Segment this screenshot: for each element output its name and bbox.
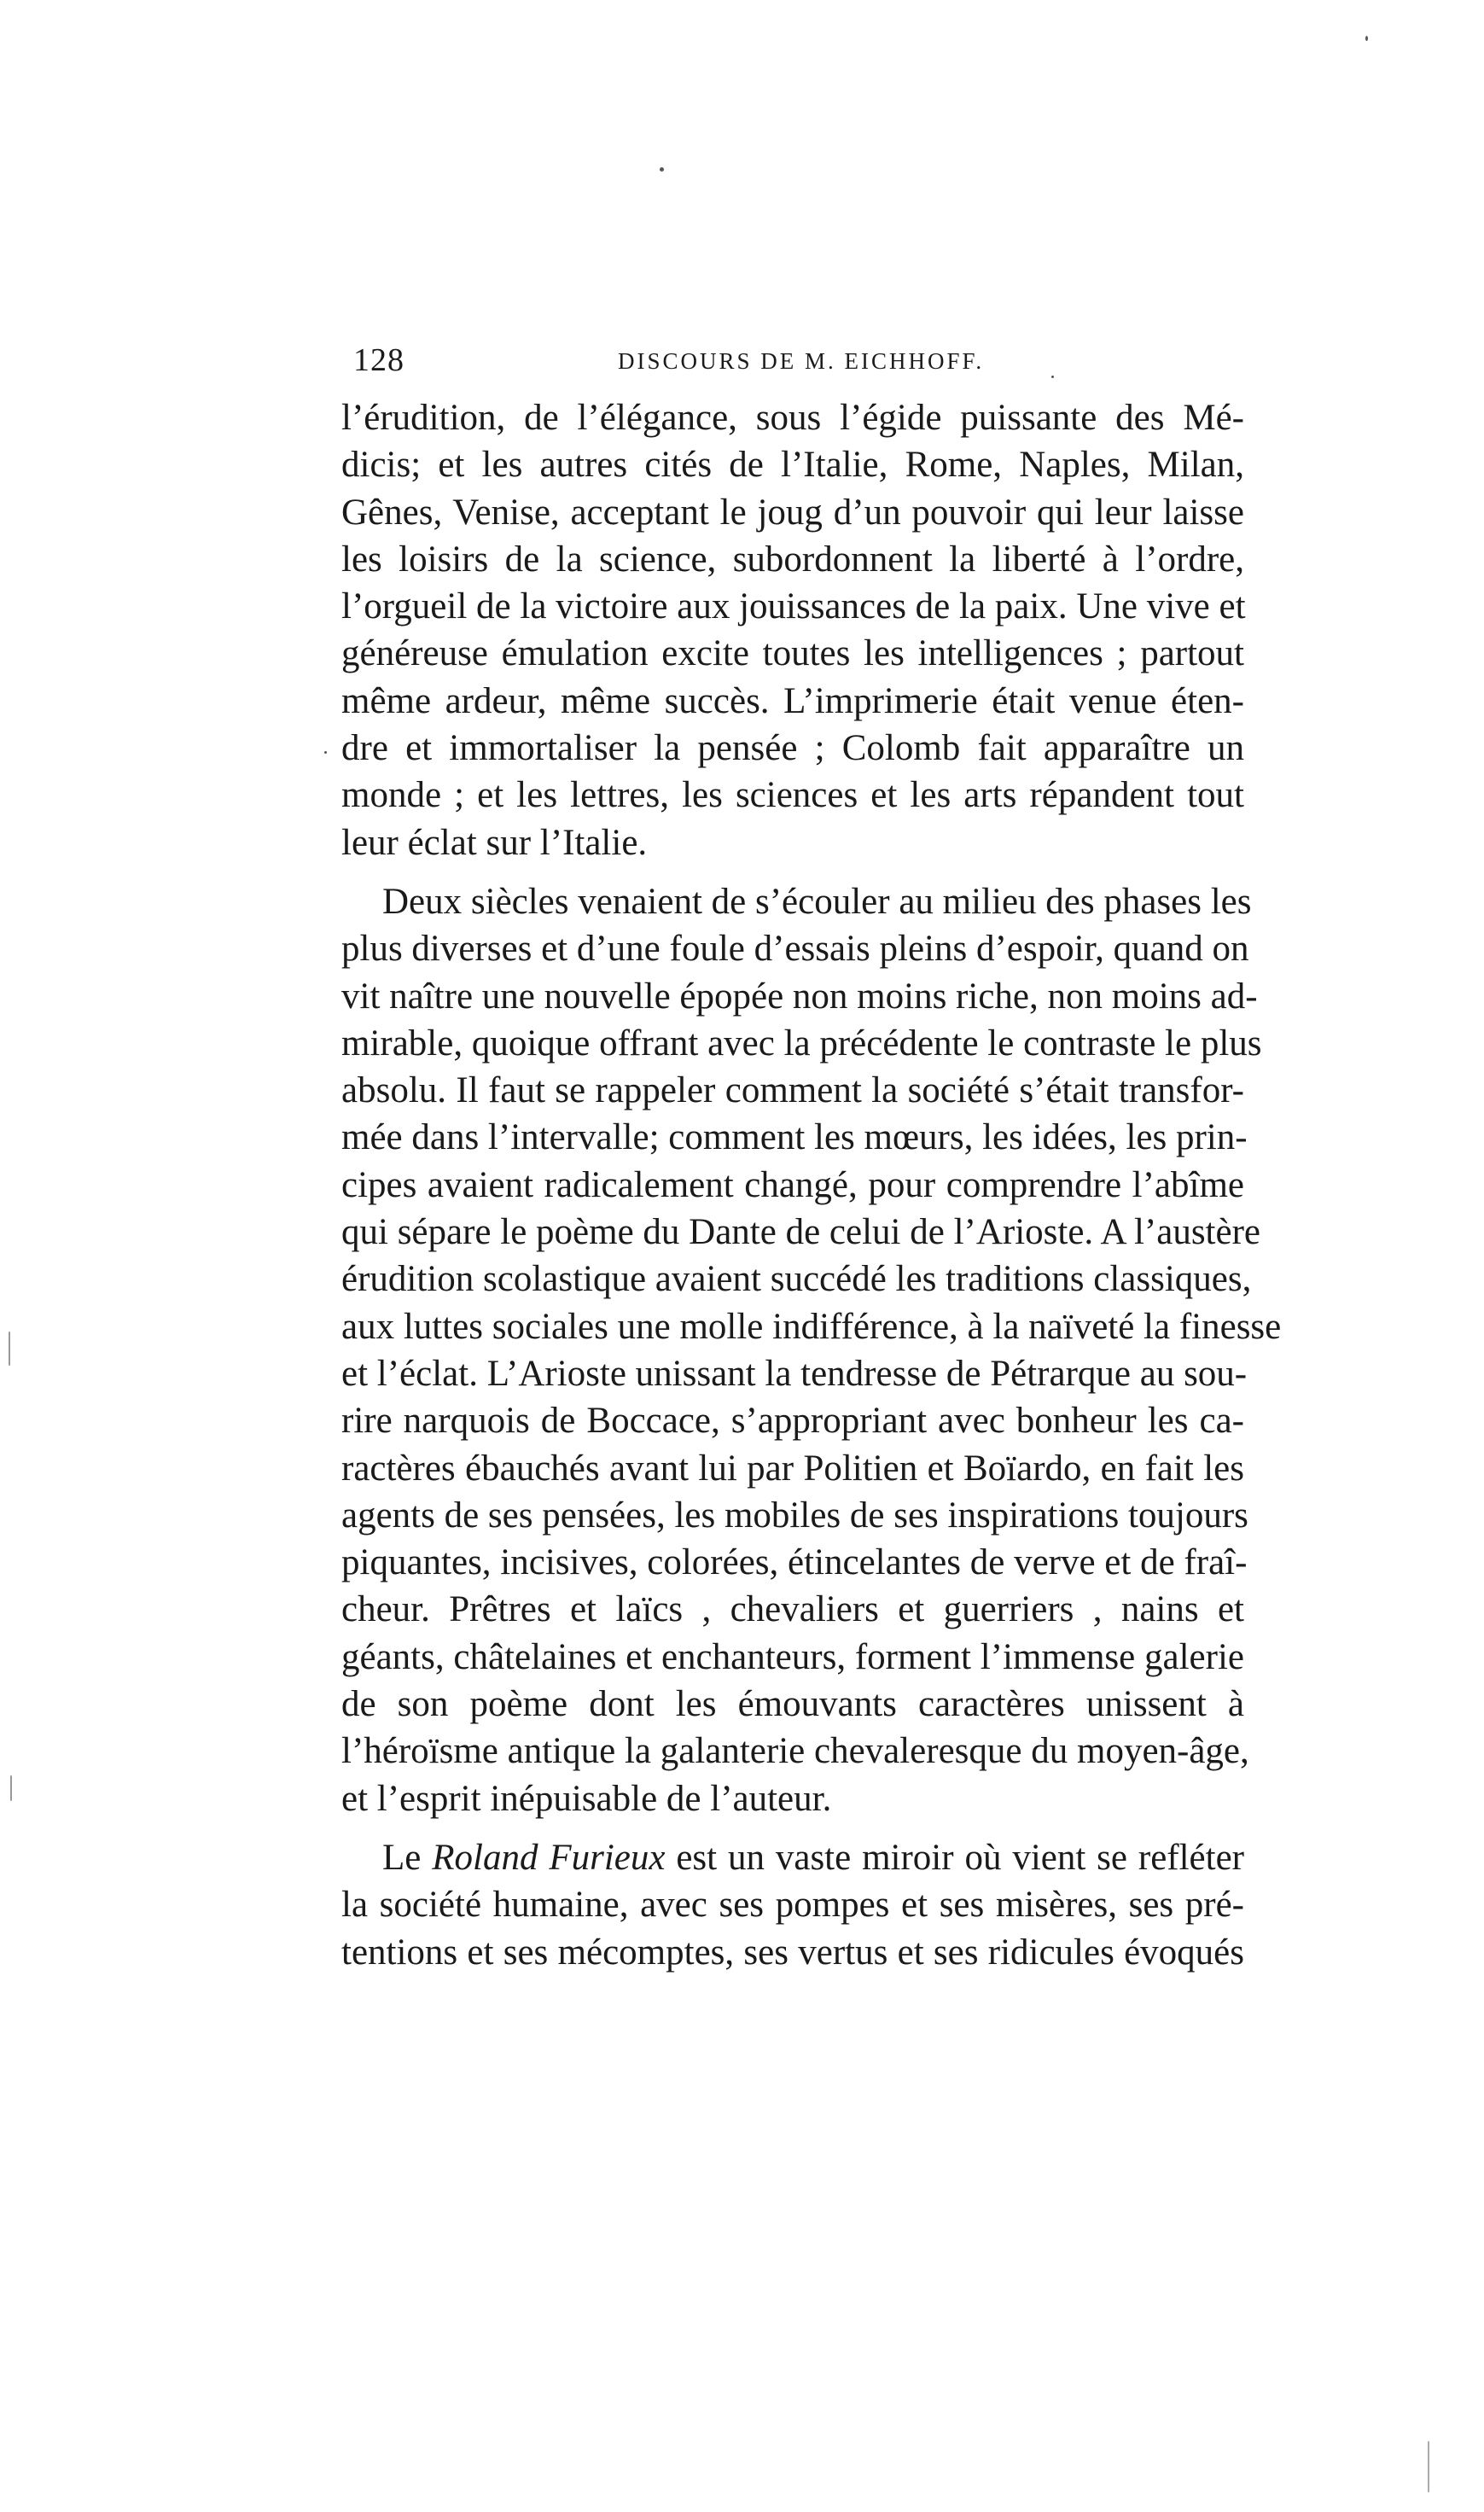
text-line: et l’esprit inépuisable de l’auteur.	[341, 1778, 832, 1819]
text-line: qui sépare le poème du Dante de celui de l’Arioste. A l’austère	[341, 1212, 1260, 1253]
text-line: érudition scolastique avaient succédé les traditions classiques,	[341, 1259, 1252, 1300]
scan-speck	[9, 1332, 10, 1366]
running-title: DISCOURS DE M. EICHHOFF.	[618, 348, 985, 374]
text-line: leur éclat sur l’Italie.	[341, 822, 648, 863]
text-fragment: Le	[382, 1837, 433, 1878]
scan-speck	[1365, 36, 1368, 41]
text-line: monde ; et les lettres, les sciences et les arts répandent tout	[341, 775, 1244, 816]
text-line: la société humaine, avec ses pompes et ses misères, ses pré-	[341, 1885, 1244, 1926]
text-line: plus diverses et d’une foule d’essais pleins d’espoir, quand on	[341, 929, 1249, 970]
scan-speck	[324, 751, 327, 754]
scan-speck	[1051, 376, 1054, 378]
paragraph-1	[341, 394, 1244, 866]
text-line: généreuse émulation excite toutes les intelligences ; partout	[341, 633, 1244, 674]
text-line: dicis; et les autres cités de l’Italie, Rome, Naples, Milan,	[341, 445, 1244, 486]
text-line: mirable, quoique offrant avec la précédente le contraste le plus	[341, 1023, 1262, 1064]
text-line: cheur. Prêtres et laïcs , chevaliers et guerriers , nains et	[341, 1589, 1244, 1630]
text-fragment: est un vaste miroir où vient se refléter	[665, 1837, 1244, 1878]
scan-speck	[10, 1775, 12, 1801]
scan-speck	[1428, 2441, 1429, 2492]
text-line: cipes avaient radicalement changé, pour comprendre l’abîme	[341, 1164, 1244, 1205]
text-line: tentions et ses mécomptes, ses vertus et ses ridicules évoqués	[341, 1932, 1244, 1973]
text-line: vit naître une nouvelle épopée non moins riche, non moins ad-	[341, 976, 1258, 1017]
text-line: géants, châtelaines et enchanteurs, forment l’immense galerie	[341, 1636, 1244, 1677]
text-line: absolu. Il faut se rappeler comment la société s’était transfor-	[341, 1070, 1244, 1111]
text-line-with-title	[341, 1834, 1244, 1881]
text-line: l’héroïsme antique la galanterie chevaleresque du moyen-âge,	[341, 1731, 1249, 1772]
text-line: l’orgueil de la victoire aux jouissances de la paix. Une vive et	[341, 586, 1246, 627]
paragraph-3	[341, 1834, 1244, 1976]
page-header	[353, 341, 1241, 384]
text-line: aux luttes sociales une molle indifférence, à la naïveté la finesse	[341, 1306, 1282, 1347]
text-line: et l’éclat. L’Arioste unissant la tendresse de Pétrarque au sou-	[341, 1353, 1248, 1394]
text-line: même ardeur, même succès. L’imprimerie était venue éten-	[341, 680, 1244, 721]
text-line: Gênes, Venise, acceptant le joug d’un pouvoir qui leur laisse	[341, 492, 1244, 533]
text-line: rire narquois de Boccace, s’appropriant avec bonheur les ca-	[341, 1401, 1244, 1442]
text-line: l’érudition, de l’élégance, sous l’égide puissante des Mé-	[341, 398, 1244, 438]
page-number: 128	[353, 342, 404, 378]
text-line: les loisirs de la science, subordonnent la liberté à l’ordre,	[341, 539, 1244, 580]
body-text	[341, 394, 1282, 1976]
text-line: de son poème dont les émouvants caractères unissent à	[341, 1684, 1244, 1725]
paragraph-2	[341, 878, 1282, 1822]
text-line: ractères ébauchés avant lui par Politien et Boïardo, en fait les	[341, 1448, 1244, 1489]
work-title: Roland Furieux	[432, 1837, 666, 1878]
text-line: piquantes, incisives, colorées, étincelantes de verve et de fraî-	[341, 1542, 1248, 1583]
scan-speck	[660, 167, 664, 172]
text-line: Deux siècles venaient de s’écouler au milieu des phases les	[382, 881, 1252, 922]
text-line: dre et immortaliser la pensée ; Colomb fait apparaître un	[341, 728, 1244, 769]
text-line: agents de ses pensées, les mobiles de ses inspirations toujours	[341, 1495, 1248, 1536]
text-line: mée dans l’intervalle; comment les mœurs, les idées, les prin-	[341, 1117, 1248, 1158]
